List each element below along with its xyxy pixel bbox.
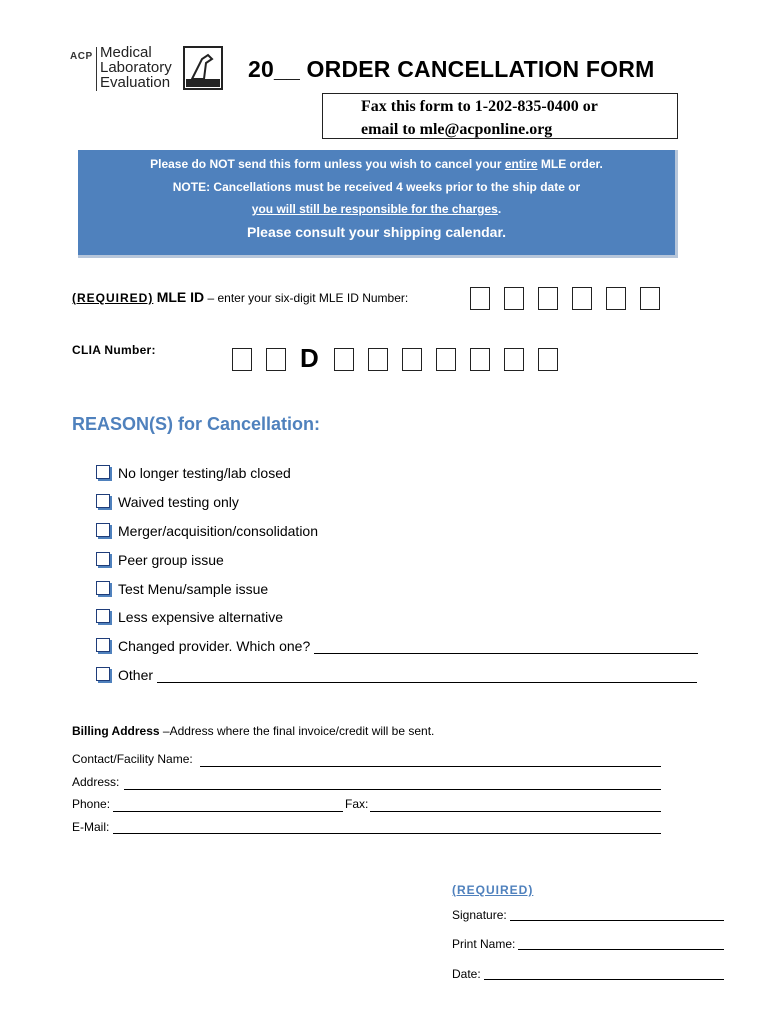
- print-name-label: Print Name:: [452, 937, 516, 951]
- clia-digit-8[interactable]: [470, 348, 490, 371]
- checkbox[interactable]: [96, 523, 110, 537]
- contact-field[interactable]: [200, 766, 661, 767]
- clia-digit-10[interactable]: [538, 348, 558, 371]
- email-label: E-Mail:: [72, 820, 110, 834]
- mle-id-digit-2[interactable]: [504, 287, 524, 310]
- checkbox[interactable]: [96, 638, 110, 652]
- clia-digit-2[interactable]: [266, 348, 286, 371]
- mle-id-label: (REQUIRED) MLE ID – enter your six-digit MLE ID Number:: [72, 289, 409, 305]
- fax-instructions: Fax this form to 1-202-835-0400 or email to mle@acponline.org: [322, 93, 678, 139]
- clia-digit-7[interactable]: [436, 348, 456, 371]
- clia-label: CLIA Number:: [72, 343, 156, 357]
- mle-id-digit-6[interactable]: [640, 287, 660, 310]
- other-reason-field[interactable]: [157, 682, 697, 683]
- checkbox[interactable]: [96, 667, 110, 681]
- mle-id-digit-5[interactable]: [606, 287, 626, 310]
- checkbox[interactable]: [96, 609, 110, 623]
- acp-logo-text: ACP: [70, 51, 93, 62]
- fax-label: Fax:: [345, 797, 369, 811]
- clia-digit-1[interactable]: [232, 348, 252, 371]
- signature-label: Signature:: [452, 908, 507, 922]
- changed-provider-field[interactable]: [314, 653, 698, 654]
- mle-id-digit-1[interactable]: [470, 287, 490, 310]
- billing-heading: Billing Address –Address where the final invoice/credit will be sent.: [72, 724, 435, 738]
- mle-id-title: MLE ID: [156, 289, 205, 305]
- notice-box: Please do NOT send this form unless you wish to cancel your entire MLE order. NOTE: Cancellations must be received 4 weeks prior to the ship date or you will still be responsible for the charges. Please consult your shipping calendar.: [78, 150, 678, 258]
- mle-logo: [70, 45, 230, 95]
- fax-field[interactable]: [370, 811, 661, 812]
- clia-digit-9[interactable]: [504, 348, 524, 371]
- flask-icon: [182, 45, 224, 91]
- address-field[interactable]: [124, 789, 661, 790]
- clia-fixed-d: D: [300, 343, 319, 373]
- checkbox[interactable]: [96, 494, 110, 508]
- logo-wordmark: Medical Laboratory Evaluation: [100, 44, 172, 91]
- mle-id-digit-4[interactable]: [572, 287, 592, 310]
- clia-digit-4[interactable]: [334, 348, 354, 371]
- checkbox[interactable]: [96, 581, 110, 595]
- required-marker: (REQUIRED): [72, 291, 154, 305]
- email-field[interactable]: [113, 833, 661, 834]
- clia-digit-6[interactable]: [402, 348, 422, 371]
- phone-label: Phone:: [72, 797, 111, 811]
- contact-label: Contact/Facility Name:: [72, 752, 193, 766]
- reasons-heading: REASON(S) for Cancellation:: [72, 414, 321, 434]
- form-title: 20__ ORDER CANCELLATION FORM: [248, 56, 655, 82]
- signature-field[interactable]: [510, 920, 724, 921]
- clia-digit-5[interactable]: [368, 348, 388, 371]
- print-name-field[interactable]: [518, 949, 724, 950]
- checkbox[interactable]: [96, 552, 110, 566]
- checkbox[interactable]: [96, 465, 110, 479]
- date-field[interactable]: [484, 979, 724, 980]
- signature-required-marker: (REQUIRED): [452, 883, 534, 897]
- mle-id-digit-3[interactable]: [538, 287, 558, 310]
- phone-field[interactable]: [113, 811, 343, 812]
- date-label: Date:: [452, 967, 481, 981]
- address-label: Address:: [72, 775, 120, 789]
